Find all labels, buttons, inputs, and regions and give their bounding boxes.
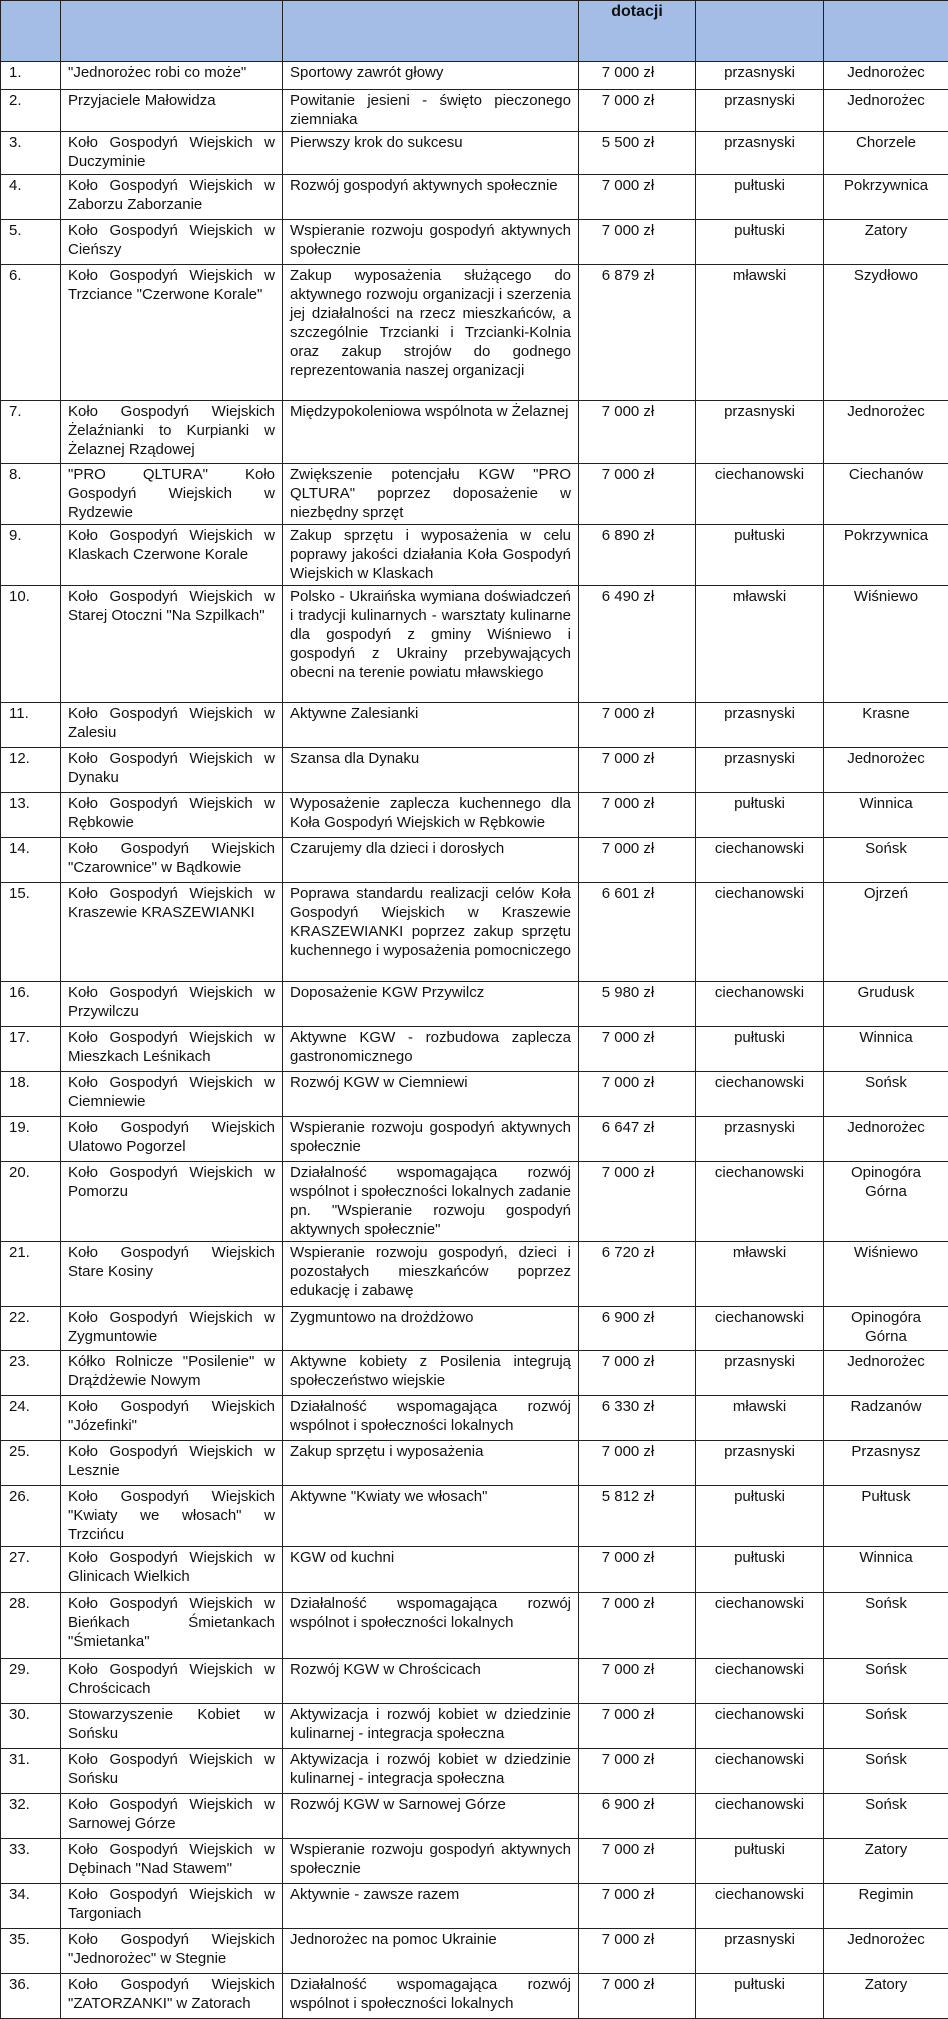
table-row [1,175,948,220]
row-number: 34. [1,1884,61,1929]
county-name: ciechanowski [696,1659,824,1704]
organization-name: "Jednorożec robi co może" [61,62,283,90]
commune-name: Regimin [824,1884,948,1929]
table-row [1,1547,948,1593]
commune-name: Jednorożec [824,1351,948,1396]
row-number: 27. [1,1547,61,1593]
county-name: przasnyski [696,401,824,464]
task-title: Działalność wspomagająca rozwój wspólnot i społeczności lokalnych zadanie pn. "Wspieranie rozwoju gospodyń aktywnych społecznie" [283,1162,579,1242]
task-title: Zwiększenie potencjału KGW "PRO QLTURA" poprzez doposażenie w niezbędny sprzęt [283,464,579,525]
table-body [1,62,948,2019]
table-row [1,132,948,175]
table-row [1,1884,948,1929]
county-name: ciechanowski [696,464,824,525]
county-name: ciechanowski [696,1593,824,1659]
county-name: mławski [696,1396,824,1441]
grant-amount: 7 000 zł [579,1027,696,1072]
row-number: 10. [1,586,61,703]
task-title: Czarujemy dla dzieci i dorosłych [283,838,579,883]
task-title: Szansa dla Dynaku [283,748,579,793]
grant-amount: 7 000 zł [579,175,696,220]
table-row [1,401,948,464]
commune-name: Winnica [824,1027,948,1072]
table-row [1,90,948,132]
task-title: Zygmuntowo na drożdżowo [283,1307,579,1351]
task-title: Działalność wspomagająca rozwój wspólnot i społeczności lokalnych [283,1974,579,2019]
organization-name: Koło Gospodyń Wiejskich w Dębinach "Nad Stawem" [61,1839,283,1884]
table-row [1,1027,948,1072]
table-row [1,1974,948,2019]
row-number: 2. [1,90,61,132]
commune-name: Zatory [824,1839,948,1884]
county-name: ciechanowski [696,1794,824,1839]
organization-name: Koło Gospodyń Wiejskich w Zalesiu [61,703,283,748]
task-title: Sportowy zawrót głowy [283,62,579,90]
row-number: 1. [1,62,61,90]
organization-name: Koło Gospodyń Wiejskich w Sońsku [61,1749,283,1794]
grant-amount: 7 000 zł [579,748,696,793]
organization-name: Koło Gospodyń Wiejskich w Mieszkach Leśnikach [61,1027,283,1072]
grant-amount: 7 000 zł [579,1749,696,1794]
table-row [1,1162,948,1242]
organization-name: Koło Gospodyń Wiejskich w Klaskach Czerwone Korale [61,525,283,586]
grant-amount: 7 000 zł [579,220,696,265]
task-title: Rozwój KGW w Sarnowej Górze [283,1794,579,1839]
county-name: ciechanowski [696,1072,824,1117]
table-row [1,703,948,748]
task-title: Wyposażenie zaplecza kuchennego dla Koła Gospodyń Wiejskich w Rębkowie [283,793,579,838]
organization-name: Koło Gospodyń Wiejskich w Cieńszy [61,220,283,265]
commune-name: Jednorożec [824,748,948,793]
row-number: 11. [1,703,61,748]
grant-amount: 7 000 zł [579,1162,696,1242]
organization-name: Koło Gospodyń Wiejskich w Chrościcach [61,1659,283,1704]
grant-amount: 7 000 zł [579,401,696,464]
grant-amount: 6 720 zł [579,1242,696,1307]
organization-name: Koło Gospodyń Wiejskich w Dynaku [61,748,283,793]
grant-amount: 7 000 zł [579,62,696,90]
county-name: ciechanowski [696,1749,824,1794]
row-number: 31. [1,1749,61,1794]
grant-amount: 7 000 zł [579,464,696,525]
task-title: Działalność wspomagająca rozwój wspólnot i społeczności lokalnych [283,1593,579,1659]
table-row [1,1794,948,1839]
commune-name: Jednorożec [824,1117,948,1162]
task-title: Działalność wspomagająca rozwój wspólnot i społeczności lokalnych [283,1396,579,1441]
row-number: 18. [1,1072,61,1117]
grant-amount: 6 601 zł [579,883,696,982]
table-row [1,982,948,1027]
grant-amount: 6 330 zł [579,1396,696,1441]
organization-name: Koło Gospodyń Wiejskich w Zaborzu Zaborzanie [61,175,283,220]
grant-amount: 7 000 zł [579,703,696,748]
grant-amount: 7 000 zł [579,1929,696,1974]
county-name: mławski [696,265,824,401]
grant-amount: 7 000 zł [579,1659,696,1704]
row-number: 35. [1,1929,61,1974]
grant-amount: 7 000 zł [579,1547,696,1593]
county-name: przasnyski [696,90,824,132]
table-row [1,525,948,586]
grant-amount: 7 000 zł [579,90,696,132]
task-title: Międzypokoleniowa wspólnota w Żelaznej [283,401,579,464]
task-title: Rozwój gospodyń aktywnych społecznie [283,175,579,220]
county-name: przasnyski [696,1929,824,1974]
table-row [1,883,948,982]
table-row [1,1749,948,1794]
task-title: Powitanie jesieni - święto pieczonego ziemniaka [283,90,579,132]
commune-name: Jednorożec [824,1929,948,1974]
row-number: 17. [1,1027,61,1072]
organization-name: Koło Gospodyń Wiejskich Stare Kosiny [61,1242,283,1307]
row-number: 33. [1,1839,61,1884]
table-row [1,1704,948,1749]
county-name: ciechanowski [696,1884,824,1929]
commune-name: Krasne [824,703,948,748]
commune-name: Sońsk [824,1072,948,1117]
grant-amount: 7 000 zł [579,793,696,838]
grant-amount: 7 000 zł [579,1839,696,1884]
grant-amount: 5 812 zł [579,1486,696,1547]
commune-name: Jednorożec [824,62,948,90]
county-name: ciechanowski [696,1307,824,1351]
organization-name: Koło Gospodyń Wiejskich w Duczyminie [61,132,283,175]
commune-name: Wiśniewo [824,586,948,703]
county-name: mławski [696,586,824,703]
organization-name: Koło Gospodyń Wiejskich "Jednorożec" w Stegnie [61,1929,283,1974]
grant-amount: 6 890 zł [579,525,696,586]
organization-name: Koło Gospodyń Wiejskich w Lesznie [61,1441,283,1486]
task-title: Aktywnie - zawsze razem [283,1884,579,1929]
county-name: pułtuski [696,793,824,838]
header-number [1,1,61,62]
grant-amount: 7 000 zł [579,1441,696,1486]
grant-amount: 7 000 zł [579,1704,696,1749]
grant-amount: 7 000 zł [579,1072,696,1117]
organization-name: Koło Gospodyń Wiejskich w Kraszewie KRASZEWIANKI [61,883,283,982]
county-name: ciechanowski [696,883,824,982]
commune-name: Sońsk [824,1704,948,1749]
commune-name: Zatory [824,220,948,265]
organization-name: Koło Gospodyń Wiejskich w Trzciance "Czerwone Korale" [61,265,283,401]
row-number: 20. [1,1162,61,1242]
organization-name: Kółko Rolnicze "Posilenie" w Drążdżewie Nowym [61,1351,283,1396]
grant-amount: 7 000 zł [579,1974,696,2019]
task-title: Rozwój KGW w Chrościcach [283,1659,579,1704]
county-name: pułtuski [696,525,824,586]
table-row [1,1441,948,1486]
task-title: Zakup wyposażenia służącego do aktywnego rozwoju organizacji i szerzenia jej działalności na rzecz mieszkańców, a szczególnie Trzcianki i Trzcianki-Kolnia oraz zakup strojów do godnego reprezentowania naszej organizacji [283,265,579,401]
row-number: 16. [1,982,61,1027]
grant-amount: 6 647 zł [579,1117,696,1162]
organization-name: "PRO QLTURA" Koło Gospodyń Wiejskich w Rydzewie [61,464,283,525]
table-row [1,1486,948,1547]
row-number: 25. [1,1441,61,1486]
header-county [696,1,824,62]
header-row [1,1,948,62]
grant-amount: 7 000 zł [579,1593,696,1659]
table-row [1,1396,948,1441]
commune-name: Sońsk [824,1593,948,1659]
row-number: 21. [1,1242,61,1307]
county-name: przasnyski [696,703,824,748]
row-number: 22. [1,1307,61,1351]
row-number: 19. [1,1117,61,1162]
organization-name: Koło Gospodyń Wiejskich Ulatowo Pogorzel [61,1117,283,1162]
commune-name: Pułtusk [824,1486,948,1547]
grant-amount: 6 879 zł [579,265,696,401]
task-title: Jednorożec na pomoc Ukrainie [283,1929,579,1974]
county-name: pułtuski [696,1974,824,2019]
task-title: Wspieranie rozwoju gospodyń aktywnych społecznie [283,220,579,265]
header-organization [61,1,283,62]
task-title: Aktywne "Kwiaty we włosach" [283,1486,579,1547]
table-header [1,1,948,62]
county-name: przasnyski [696,1351,824,1396]
organization-name: Koło Gospodyń Wiejskich w Starej Otoczni "Na Szpilkach" [61,586,283,703]
row-number: 23. [1,1351,61,1396]
county-name: pułtuski [696,1839,824,1884]
task-title: Doposażenie KGW Przywilcz [283,982,579,1027]
commune-name: Szydłowo [824,265,948,401]
task-title: Zakup sprzętu i wyposażenia w celu poprawy jakości działania Koła Gospodyń Wiejskich w Klaskach [283,525,579,586]
county-name: ciechanowski [696,1162,824,1242]
commune-name: Opinogóra Górna [824,1307,948,1351]
commune-name: Sońsk [824,1749,948,1794]
county-name: ciechanowski [696,982,824,1027]
task-title: Poprawa standardu realizacji celów Koła Gospodyń Wiejskich w Kraszewie KRASZEWIANKI poprzez zakup sprzętu kuchennego i wyposażenia pomocniczego [283,883,579,982]
row-number: 8. [1,464,61,525]
table-row [1,1242,948,1307]
row-number: 14. [1,838,61,883]
commune-name: Chorzele [824,132,948,175]
commune-name: Opinogóra Górna [824,1162,948,1242]
row-number: 3. [1,132,61,175]
header-amount: dotacji [579,1,696,62]
commune-name: Radzanów [824,1396,948,1441]
row-number: 7. [1,401,61,464]
county-name: pułtuski [696,1486,824,1547]
task-title: Aktywne Zalesianki [283,703,579,748]
county-name: przasnyski [696,132,824,175]
organization-name: Koło Gospodyń Wiejskich Żelaźnianki to Kurpianki w Żelaznej Rządowej [61,401,283,464]
commune-name: Grudusk [824,982,948,1027]
table-row [1,838,948,883]
row-number: 32. [1,1794,61,1839]
table-row [1,220,948,265]
commune-name: Jednorożec [824,401,948,464]
county-name: przasnyski [696,1441,824,1486]
commune-name: Sońsk [824,1794,948,1839]
table-row [1,586,948,703]
organization-name: Koło Gospodyń Wiejskich w Pomorzu [61,1162,283,1242]
organization-name: Koło Gospodyń Wiejskich w Przywilczu [61,982,283,1027]
table-row [1,1307,948,1351]
table-row [1,1117,948,1162]
task-title: Rozwój KGW w Ciemniewi [283,1072,579,1117]
grant-amount: 6 900 zł [579,1307,696,1351]
organization-name: Koło Gospodyń Wiejskich "Kwiaty we włosach" w Trzcińcu [61,1486,283,1547]
row-number: 4. [1,175,61,220]
commune-name: Sońsk [824,1659,948,1704]
county-name: przasnyski [696,62,824,90]
row-number: 5. [1,220,61,265]
organization-name: Koło Gospodyń Wiejskich w Rębkowie [61,793,283,838]
organization-name: Koło Gospodyń Wiejskich w Ciemniewie [61,1072,283,1117]
row-number: 26. [1,1486,61,1547]
grant-amount: 5 980 zł [579,982,696,1027]
row-number: 9. [1,525,61,586]
organization-name: Koło Gospodyń Wiejskich w Zygmuntowie [61,1307,283,1351]
table-row [1,1929,948,1974]
grant-amount: 7 000 zł [579,838,696,883]
organization-name: Koło Gospodyń Wiejskich "ZATORZANKI" w Zatorach [61,1974,283,2019]
grant-amount: 7 000 zł [579,1884,696,1929]
table-row [1,265,948,401]
table-row [1,62,948,90]
table-row [1,1839,948,1884]
header-commune [824,1,948,62]
row-number: 29. [1,1659,61,1704]
task-title: Aktywne KGW - rozbudowa zaplecza gastronomicznego [283,1027,579,1072]
row-number: 13. [1,793,61,838]
commune-name: Ciechanów [824,464,948,525]
table-row [1,464,948,525]
task-title: Wspieranie rozwoju gospodyń aktywnych społecznie [283,1839,579,1884]
row-number: 28. [1,1593,61,1659]
county-name: pułtuski [696,1547,824,1593]
commune-name: Pokrzywnica [824,175,948,220]
task-title: Aktywizacja i rozwój kobiet w dziedzinie kulinarnej - integracja społeczna [283,1704,579,1749]
row-number: 6. [1,265,61,401]
organization-name: Przyjaciele Małowidza [61,90,283,132]
county-name: pułtuski [696,175,824,220]
commune-name: Pokrzywnica [824,525,948,586]
table-row [1,1659,948,1704]
task-title: Wspieranie rozwoju gospodyń aktywnych społecznie [283,1117,579,1162]
organization-name: Koło Gospodyń Wiejskich "Józefinki" [61,1396,283,1441]
commune-name: Sońsk [824,838,948,883]
row-number: 15. [1,883,61,982]
organization-name: Koło Gospodyń Wiejskich w Bieńkach Śmietankach "Śmietanka" [61,1593,283,1659]
organization-name: Stowarzyszenie Kobiet w Sońsku [61,1704,283,1749]
task-title: Aktywizacja i rozwój kobiet w dziedzinie kulinarnej - integracja społeczna [283,1749,579,1794]
grant-amount: 7 000 zł [579,1351,696,1396]
organization-name: Koło Gospodyń Wiejskich "Czarownice" w Bądkowie [61,838,283,883]
county-name: mławski [696,1242,824,1307]
county-name: ciechanowski [696,838,824,883]
organization-name: Koło Gospodyń Wiejskich w Glinicach Wielkich [61,1547,283,1593]
commune-name: Winnica [824,793,948,838]
county-name: ciechanowski [696,1704,824,1749]
row-number: 30. [1,1704,61,1749]
county-name: przasnyski [696,1117,824,1162]
commune-name: Winnica [824,1547,948,1593]
table-row [1,1351,948,1396]
organization-name: Koło Gospodyń Wiejskich w Sarnowej Górze [61,1794,283,1839]
table-row [1,1072,948,1117]
grant-amount: 6 490 zł [579,586,696,703]
row-number: 24. [1,1396,61,1441]
commune-name: Ojrzeń [824,883,948,982]
task-title: Pierwszy krok do sukcesu [283,132,579,175]
row-number: 36. [1,1974,61,2019]
header-task [283,1,579,62]
commune-name: Przasnysz [824,1441,948,1486]
table-row [1,793,948,838]
commune-name: Wiśniewo [824,1242,948,1307]
task-title: KGW od kuchni [283,1547,579,1593]
task-title: Aktywne kobiety z Posilenia integrują społeczeństwo wiejskie [283,1351,579,1396]
task-title: Zakup sprzętu i wyposażenia [283,1441,579,1486]
organization-name: Koło Gospodyń Wiejskich w Targoniach [61,1884,283,1929]
task-title: Polsko - Ukraińska wymiana doświadczeń i tradycji kulinarnych - warsztaty kulinarne dla gospodyń z gminy Wiśniewo i gospodyń z Ukrainy przebywających obecni na terenie powiatu mławskiego [283,586,579,703]
commune-name: Jednorożec [824,90,948,132]
grant-amount: 5 500 zł [579,132,696,175]
county-name: pułtuski [696,1027,824,1072]
table-row [1,748,948,793]
row-number: 12. [1,748,61,793]
county-name: pułtuski [696,220,824,265]
table-row [1,1593,948,1659]
grant-amount: 6 900 zł [579,1794,696,1839]
commune-name: Zatory [824,1974,948,2019]
county-name: przasnyski [696,748,824,793]
task-title: Wspieranie rozwoju gospodyń, dzieci i pozostałych mieszkańców poprzez edukację i zabawę [283,1242,579,1307]
